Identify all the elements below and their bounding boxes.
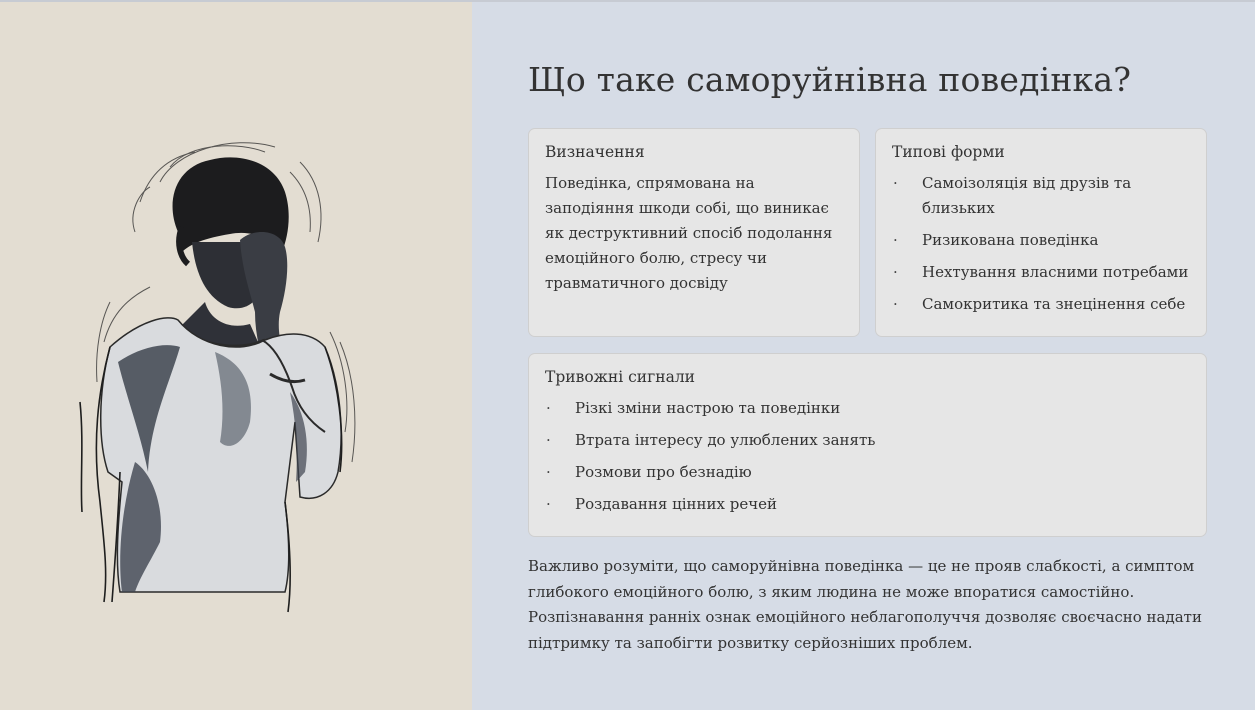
bullet-icon: ·: [546, 431, 551, 449]
person-covering-face-illustration: [0, 2, 472, 710]
list-item-text: Роздавання цінних речей: [575, 495, 778, 513]
conclusion-paragraph: Важливо розуміти, що саморуйнівна поведінка — це не прояв слабкості, а симптом глибокого емоційного болю, з яким людина не може впоратися самостійно. Розпізнавання ранніх ознак емоційного неблагополуччя дозволяє своєчасно надати підтримку та запобігти розвитку серйозніших проблем.: [528, 557, 1202, 652]
bullet-icon: ·: [546, 399, 551, 417]
list-item-text: Самоізоляція від друзів та близьких: [922, 174, 1132, 217]
list-item-text: Самокритика та знецінення себе: [922, 295, 1186, 313]
bullet-icon: ·: [893, 295, 898, 313]
bullet-icon: ·: [893, 174, 898, 192]
list-item-text: Розмови про безнадію: [575, 463, 752, 481]
forms-card: [875, 128, 1207, 337]
list-item-text: Різкі зміни настрою та поведінки: [575, 399, 841, 417]
list-item: [892, 292, 1190, 317]
definition-text: Поведінка, спрямована на заподіяння шкоди собі, що виникає як деструктивний спосіб подолання емоційного болю, стресу чи травматичного досвіду: [545, 174, 833, 292]
illustration-panel: [0, 2, 472, 710]
definition-card: [528, 128, 860, 337]
list-item: [545, 428, 1190, 453]
bullet-icon: ·: [546, 463, 551, 481]
list-item-text: Нехтування власними потребами: [922, 263, 1189, 281]
bullet-icon: ·: [893, 263, 898, 281]
list-item: [892, 228, 1190, 253]
forms-card-title: Типові форми: [892, 143, 1005, 161]
bullet-icon: ·: [546, 495, 551, 513]
warning-signals-card-title: Тривожні сигнали: [545, 368, 696, 386]
list-item-text: Ризикована поведінка: [922, 231, 1099, 249]
warning-signals-list: [545, 396, 1190, 517]
content-panel: [472, 2, 1255, 710]
list-item: [892, 260, 1190, 285]
forms-list: [892, 171, 1190, 317]
warning-signals-card: [528, 353, 1207, 537]
list-item: [545, 492, 1190, 517]
list-item: [892, 171, 1190, 221]
list-item-text: Втрата інтересу до улюблених занять: [575, 431, 876, 449]
list-item: [545, 396, 1190, 421]
list-item: [545, 460, 1190, 485]
definition-card-title: Визначення: [545, 143, 645, 161]
page-title: Що таке саморуйнівна поведінка?: [528, 60, 1132, 99]
bullet-icon: ·: [893, 231, 898, 249]
